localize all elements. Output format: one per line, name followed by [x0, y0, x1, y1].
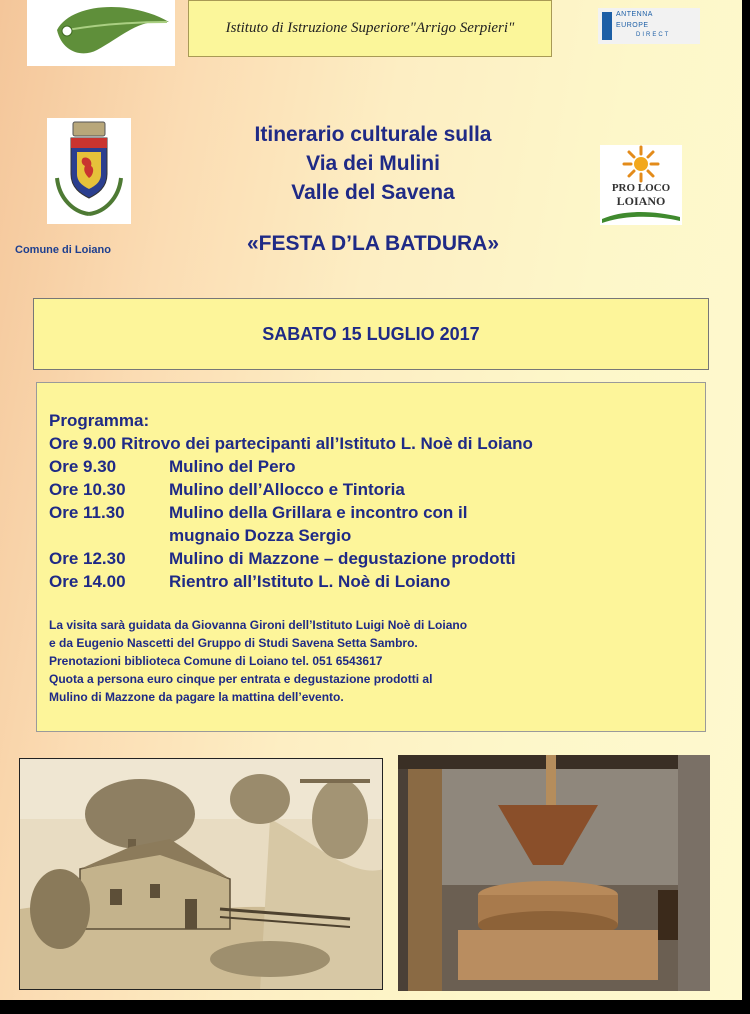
program-time: Ore 10.30 — [49, 480, 126, 499]
program-time: Ore 9.00 — [49, 434, 117, 453]
note-line: Quota a persona euro cinque per entrata e degustazione prodotti al — [49, 672, 433, 686]
note-line: Prenotazioni biblioteca Comune di Loiano tel. 051 6543617 — [49, 654, 383, 668]
program-item — [49, 457, 296, 477]
loiano-coat-of-arms-icon — [47, 118, 131, 224]
program-item — [49, 526, 351, 546]
note-line: La visita sarà guidata da Giovanna Gironi dell’Istituto Luigi Noè di Loiano — [49, 618, 468, 632]
leaf-logo-icon — [27, 0, 175, 66]
comune-caption: Comune di Loiano — [15, 244, 111, 256]
program-time: Ore 12.30 — [49, 549, 126, 568]
school-name-banner: Istituto di Istruzione Superiore"Arrigo Serpieri" — [188, 0, 552, 57]
program-desc: mugnaio Dozza Sergio — [169, 526, 352, 545]
title-line-1: Itinerario culturale sulla — [254, 123, 492, 146]
program-item — [49, 549, 516, 569]
program-desc: Rientro all’Istituto L. Noè di Loiano — [169, 572, 451, 591]
mill-sketch-image — [19, 758, 383, 990]
program-time: Ore 9.30 — [49, 457, 117, 476]
program-box — [36, 382, 706, 732]
title-line-3: Valle del Savena — [291, 181, 455, 204]
flag-bar-icon — [602, 12, 612, 40]
program-desc: Mulino del Pero — [169, 457, 296, 476]
event-name: «FESTA D’LA BATDURA» — [247, 232, 499, 255]
program-heading: Programma: — [49, 411, 150, 430]
proloco-swoosh-icon — [600, 207, 682, 225]
program-item — [49, 434, 533, 454]
antenna-logo-word-2: EUROPE — [616, 22, 649, 29]
program-desc: Ritrovo dei partecipanti all’Istituto L. Noè di Loiano — [121, 434, 533, 453]
program-desc: Mulino della Grillara e incontro con il — [169, 503, 468, 522]
program-item — [49, 572, 450, 592]
note-line: e da Eugenio Nascetti del Gruppo di Studi Savena Setta Sambro. — [49, 636, 418, 650]
title-line-2: Via dei Mulini — [306, 152, 440, 175]
proloco-text-2: LOIANO — [616, 194, 666, 208]
program-item — [49, 503, 468, 523]
program-time: Ore 14.00 — [49, 572, 126, 591]
note-line: Mulino di Mazzone da pagare la mattina dell’evento. — [49, 690, 344, 704]
event-date: SABATO 15 LUGLIO 2017 — [33, 298, 709, 370]
proloco-text-1: PRO LOCO — [611, 182, 671, 194]
antenna-logo-word-1: ANTENNA — [616, 11, 653, 18]
proloco-logo — [600, 145, 682, 225]
program-time: Ore 11.30 — [49, 503, 125, 522]
millstone-photo — [398, 755, 710, 991]
antenna-logo-word-3: DIRECT — [636, 32, 671, 38]
program-desc: Mulino dell’Allocco e Tintoria — [169, 480, 405, 499]
title-block — [170, 120, 576, 207]
sun-logo-icon — [600, 145, 682, 185]
antenna-europe-direct-logo — [598, 8, 700, 44]
program-item — [49, 480, 405, 500]
program-desc: Mulino di Mazzone – degustazione prodotti — [169, 549, 516, 568]
